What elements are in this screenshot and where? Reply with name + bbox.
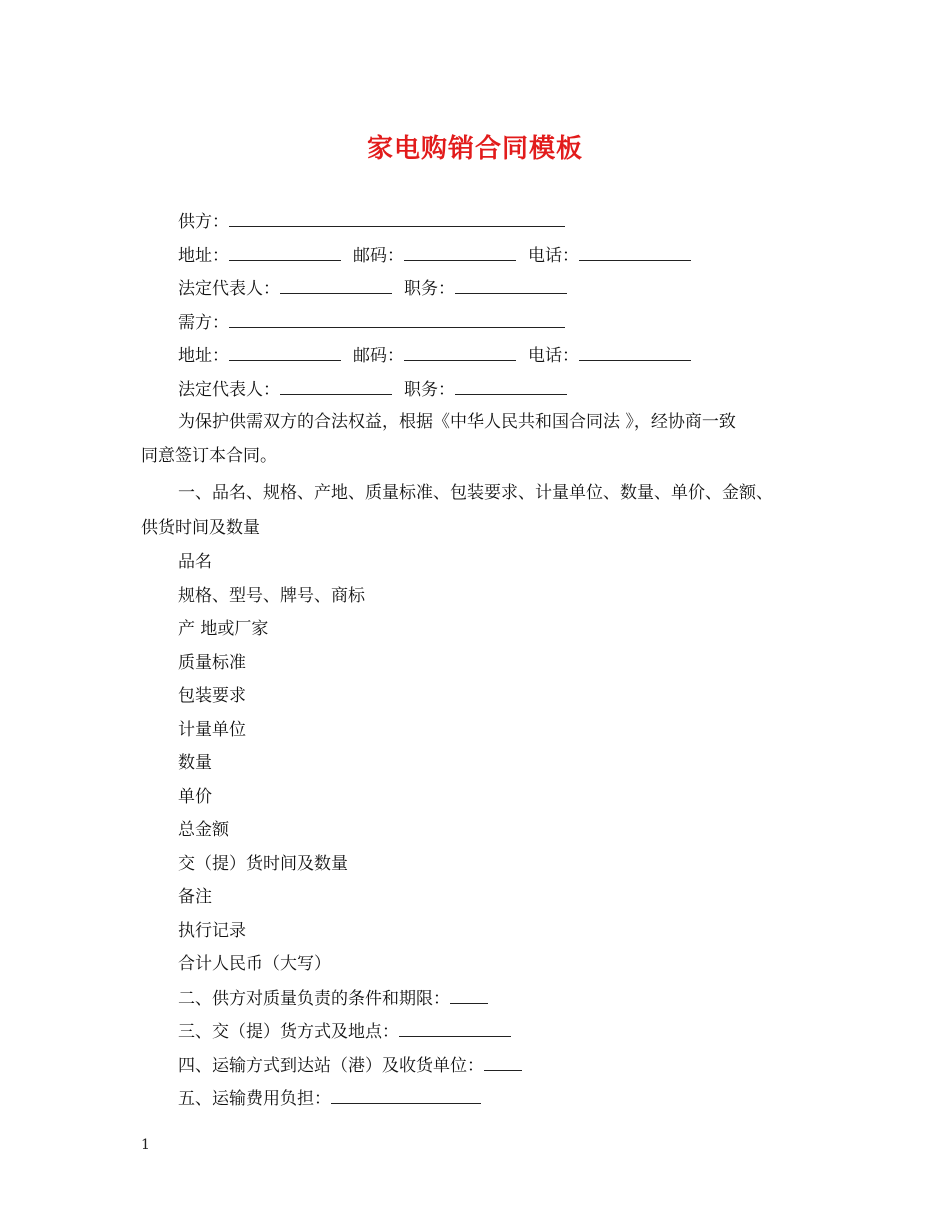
list-item: 交（提）货时间及数量 [178,854,348,874]
list-item: 单价 [178,787,212,807]
supplier-blank [229,209,565,227]
section3-line [178,1019,511,1044]
supplier-postcode-label: 邮码： [353,246,404,266]
list-item: 品名 [178,552,212,572]
section2-blank [450,986,488,1004]
list-item: 包装要求 [178,686,246,706]
supplier-address-label: 地址： [178,246,229,266]
list-item: 执行记录 [178,921,246,941]
buyer-phone-blank [579,343,691,361]
section3-blank [399,1019,511,1037]
section1-line-1: 一、品名、规格、产地、质量标准、包装要求、计量单位、数量、单价、金额、 [178,483,773,503]
supplier-rep-line [178,276,567,301]
section3-text: 三、交（提）货方式及地点： [178,1022,399,1042]
section5-line [178,1086,481,1111]
supplier-phone-blank [579,243,691,261]
section5-blank [331,1086,481,1104]
supplier-address-blank [229,243,341,261]
document-title: 家电购销合同模板 [366,134,583,164]
section4-blank [484,1053,522,1071]
section2-text: 二、供方对质量负责的条件和期限： [178,989,450,1009]
buyer-address-blank [229,343,341,361]
list-item: 产 地或厂家 [178,619,269,639]
buyer-rep-blank [280,377,392,395]
section4-line [178,1053,522,1078]
supplier-rep-label: 法定代表人： [178,279,280,299]
list-item: 备注 [178,887,212,907]
section1-line-2: 供货时间及数量 [141,518,260,538]
section4-text: 四、运输方式到达站（港）及收货单位： [178,1056,484,1076]
supplier-phone-label: 电话： [528,246,579,266]
list-item: 总金额 [178,820,229,840]
buyer-phone-label: 电话： [528,346,579,366]
intro-line-2: 同意签订本合同。 [141,446,277,466]
supplier-position-blank [455,276,567,294]
supplier-line [178,209,565,234]
buyer-line [178,310,565,335]
list-item: 计量单位 [178,720,246,740]
buyer-blank [229,310,565,328]
supplier-rep-blank [280,276,392,294]
buyer-postcode-label: 邮码： [353,346,404,366]
buyer-postcode-blank [404,343,516,361]
buyer-address-label: 地址： [178,346,229,366]
supplier-contact-line [178,243,691,268]
list-item: 数量 [178,753,212,773]
buyer-position-blank [455,377,567,395]
intro-line-1: 为保护供需双方的合法权益，根据《中华人民共和国合同法 》，经协商一致 [178,412,736,432]
buyer-label: 需方： [178,313,229,333]
list-item: 合计人民币（大写） [178,954,331,974]
section5-text: 五、运输费用负担： [178,1089,331,1109]
section2-line [178,986,488,1011]
buyer-rep-line [178,377,567,402]
supplier-position-label: 职务： [404,279,455,299]
supplier-postcode-blank [404,243,516,261]
page-number: 1 [141,1137,150,1153]
list-item: 质量标准 [178,653,246,673]
buyer-position-label: 职务： [404,380,455,400]
buyer-contact-line [178,343,691,368]
supplier-label: 供方： [178,212,229,232]
buyer-rep-label: 法定代表人： [178,380,280,400]
list-item: 规格、型号、牌号、商标 [178,586,365,606]
